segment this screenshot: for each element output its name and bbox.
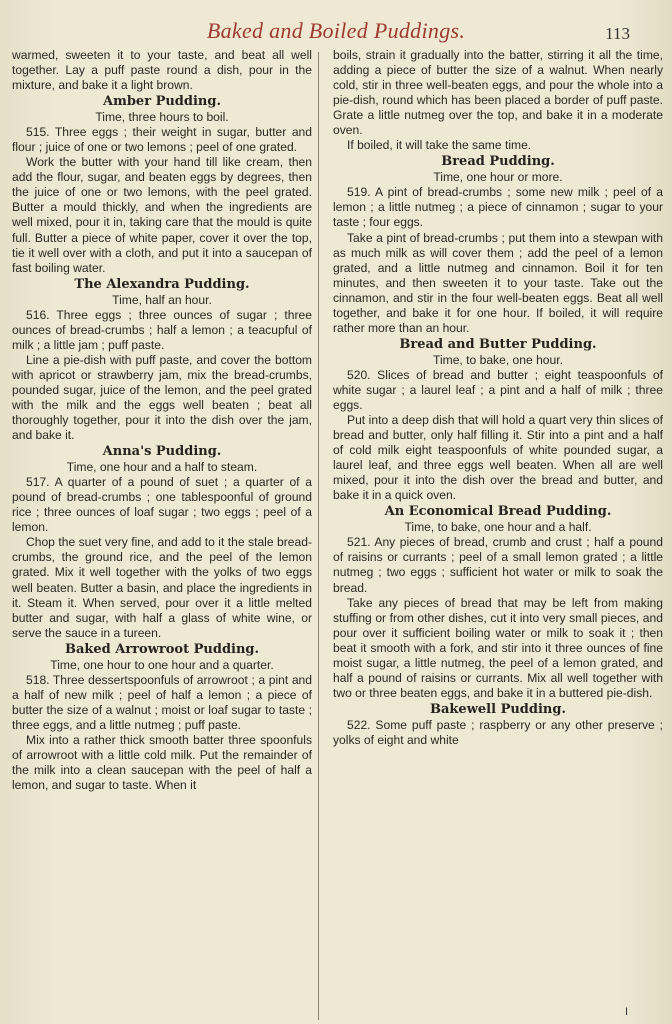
cooking-time: Time, three hours to boil. bbox=[95, 110, 229, 125]
paragraph: Take a pint of bread-crumbs ; put them into a stewpan with as much milk as will cover them ; add the peel of a lemon grated, and a little nutmeg and cinnamon. Boil it for ten minutes, and then sweeten it to your taste. Take out the cinnamon, and stir in the four well-beaten eggs. Beat all well together, and bake it for one hour. If boiled, it will require rather more than an hour. bbox=[333, 230, 663, 335]
page-number: 113 bbox=[605, 24, 630, 43]
cooking-time: Time, half an hour. bbox=[112, 292, 212, 307]
paragraph: 517. A quarter of a pound of suet ; a quarter of a pound of bread-crumbs ; one tablespoonful of ground rice ; three ounces of loaf sugar ; two eggs ; peel of a lemon. bbox=[12, 475, 312, 535]
paragraph: 518. Three dessertspoonfuls of arrowroot ; a pint and a half of new milk ; peel of half a lemon ; a piece of butter the size of a walnut ; moist or loaf sugar to taste ; three eggs, and a little nutmeg ; puff paste. bbox=[12, 672, 312, 732]
cooking-time: Time, one hour and a half to steam. bbox=[66, 460, 258, 475]
cooking-time: Time, one hour or more. bbox=[433, 170, 563, 185]
paragraph: Line a pie-dish with puff paste, and cover the bottom with apricot or strawberry jam, mix the bread-crumbs, pounded sugar, juice of the lemon, and the peel grated with the milk and the eggs well beaten ; beat all thoroughly together, pour it into the dish over the jam, and bake it. bbox=[12, 352, 312, 443]
recipe-heading: Amber Pudding. bbox=[103, 94, 221, 110]
recipe-heading: Bread Pudding. bbox=[441, 154, 555, 170]
recipe-heading: Anna's Pudding. bbox=[102, 444, 222, 460]
paragraph: 520. Slices of bread and butter ; eight teaspoonfuls of white sugar ; a laurel leaf ; a pint and a half of milk ; three eggs. bbox=[333, 367, 663, 412]
paragraph: Mix into a rather thick smooth batter three spoonfuls of arrowroot with a little cold milk. Put the remainder of the milk into a clean saucepan with the peel of half a lemon, and sugar to taste. When it bbox=[12, 732, 312, 793]
paragraph: boils, strain it gradually into the batter, stirring it all the time, adding a piece of butter the size of a walnut. When nearly cold, stir in three well-beaten eggs, and pour the whole into a pie-dish, round which has been placed a border of puff paste. Grate a little nutmeg over the top, and bake it in a moderate oven. bbox=[333, 48, 663, 138]
paragraph: warmed, sweeten it to your taste, and beat all well together. Lay a puff paste round a dish, pour in the mixture, and bake it a light brown. bbox=[12, 48, 312, 93]
paragraph: If boiled, it will take the same time. bbox=[347, 138, 532, 153]
recipe-heading: Bakewell Pudding. bbox=[430, 701, 566, 717]
cooking-time: Time, one hour to one hour and a quarter. bbox=[50, 657, 274, 672]
recipe-heading: Baked Arrowroot Pudding. bbox=[64, 641, 260, 657]
paragraph: 522. Some puff paste ; raspberry or any other preserve ; yolks of eight and white bbox=[333, 717, 663, 747]
recipe-heading: An Economical Bread Pudding. bbox=[384, 504, 612, 520]
left-column bbox=[12, 48, 312, 793]
cooking-time: Time, to bake, one hour and a half. bbox=[404, 520, 592, 535]
paragraph: Take any pieces of bread that may be left from making stuffing or from other dishes, cut it into very small pieces, and pour over it sufficient boiling water or milk to soak it ; then beat it smooth with a fork, and stir into it three ounces of fine moist sugar, a little nutmeg, the peel of a lemon grated, and half a pound of raisins or currants. Mix all well together with two or three beaten eggs, and bake it in a buttered pie-dish. bbox=[333, 595, 663, 700]
recipe-heading: Bread and Butter Pudding. bbox=[399, 336, 597, 352]
paragraph: 515. Three eggs ; their weight in sugar, butter and flour ; juice of one or two lemons ; peel of one grated. bbox=[12, 125, 312, 155]
paragraph: 521. Any pieces of bread, crumb and crust ; half a pound of raisins or currants ; peel of a small lemon grated ; a little nutmeg ; two eggs ; sufficient hot water or milk to soak the bread. bbox=[333, 535, 663, 595]
column-divider bbox=[318, 52, 319, 1020]
running-title: Baked and Boiled Puddings. bbox=[206, 18, 466, 43]
paragraph: Put into a deep dish that will hold a quart very thin slices of bread and butter, only half filling it. Stir into a pint and a half of cold milk eight teaspoonfuls of white pounded sugar, a laurel leaf, and three eggs well beaten. When all are well mixed, pour it into the dish over the bread and butter, and bake it in a quick oven. bbox=[333, 413, 663, 503]
signature-mark: I bbox=[625, 1006, 629, 1018]
recipe-heading: The Alexandra Pudding. bbox=[74, 276, 250, 292]
paragraph: 519. A pint of bread-crumbs ; some new milk ; peel of a lemon ; a little nutmeg ; a piece of cinnamon ; sugar to your taste ; four eggs. bbox=[333, 185, 663, 230]
paragraph: 516. Three eggs ; three ounces of sugar ; three ounces of bread-crumbs ; half a lemon ; a teacupful of milk ; a little jam ; puff paste. bbox=[12, 307, 312, 352]
cooking-time: Time, to bake, one hour. bbox=[433, 352, 563, 367]
paragraph: Work the butter with your hand till like cream, then add the flour, sugar, and beaten eggs by degrees, then the juice of one or two lemons, with the peel grated. Butter a mould thickly, and when the ingredients are well mixed, pour it in, taking care that the mould is quite full. Butter a piece of white paper, cover it over the top, tie it well over with a cloth, and put it into a saucepan of fast boiling water. bbox=[12, 155, 312, 275]
page-header bbox=[0, 8, 672, 42]
paragraph: Chop the suet very fine, and add to it the stale bread-crumbs, the ground rice, and the peel of the lemon grated. Mix it well together with the yolks of two eggs well beaten. Butter a basin, and place the ingredients in it. Steam it. When served, pour over it a little melted butter and sugar, with half a glass of white wine, or serve the sauce in a tureen. bbox=[12, 535, 312, 640]
right-column bbox=[333, 48, 663, 748]
